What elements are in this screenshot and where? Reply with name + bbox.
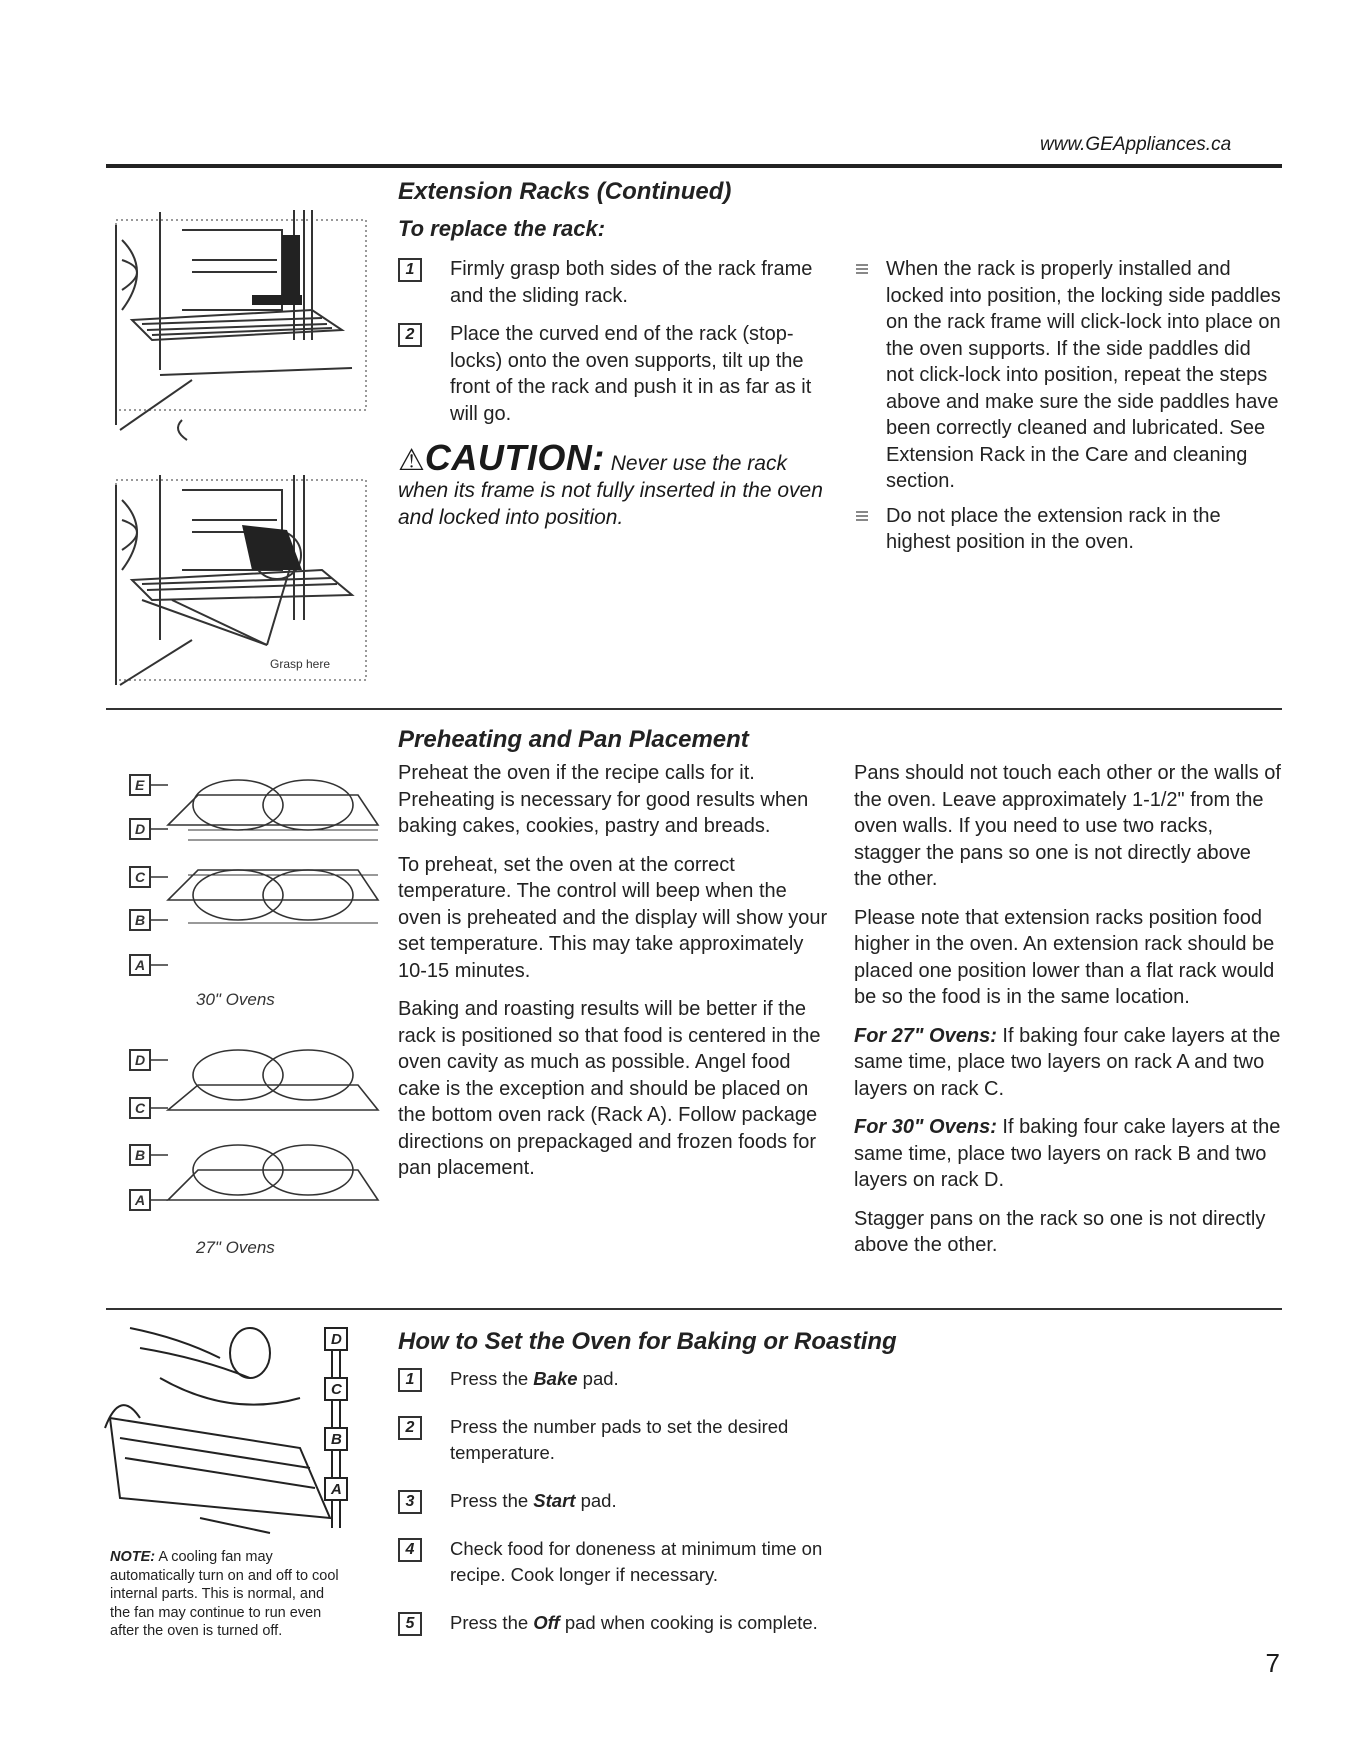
step-2 [398, 321, 818, 427]
section2-col2 [854, 760, 1284, 1271]
rack-label-c: C [135, 1100, 146, 1116]
rack-label-a: A [331, 1481, 342, 1498]
site-url: www.GEAppliances.ca [1040, 134, 1232, 155]
paragraph: Please note that extension racks position food higher in the oven. An extension rack should be placed one position lower than a flat rack would be so the food is in the same location. [854, 906, 1275, 1008]
section-divider [106, 708, 1282, 710]
warning-icon: ⚠ [398, 444, 425, 477]
step-number: 1 [398, 258, 422, 282]
bullet-icon [856, 264, 868, 274]
rack-label-d: D [331, 1331, 342, 1348]
caution-word: CAUTION: [424, 437, 605, 478]
paragraph: Stagger pans on the rack so one is not directly above the other. [854, 1207, 1266, 1256]
step-number: 1 [398, 1368, 422, 1392]
caution-text: Never use the rack when its frame is not fully inserted in the oven and locked into position. [398, 452, 823, 529]
section2-col1 [398, 760, 828, 1194]
section-divider [106, 1308, 1282, 1310]
bullet-item: When the rack is properly installed and locked into position, the locking side paddles on the rack frame will click-lock into place on the oven supports. If the side paddles did not click-lock into position, repeat the steps above and make sure the side paddles have been correctly cleaned and lubricated. See Extension Rack in the Care and cleaning section. [854, 256, 1284, 495]
section1-subtitle: To replace the rack: [398, 216, 606, 241]
note [110, 1548, 340, 1641]
rack-label-c: C [135, 869, 146, 885]
step-2: 2 Press the number pads to set the desired temperature. [398, 1414, 838, 1466]
rack-label-d: D [135, 821, 146, 837]
step-4: 4 Check food for doneness at minimum time on recipe. Cook longer if necessary. [398, 1536, 838, 1588]
paragraph-30-ovens: For 30" Ovens: If baking four cake layers at the same time, place two layers on rack B and two layers on rack D. [854, 1116, 1281, 1191]
note-text: A cooling fan may automatically turn on and off to cool internal parts. This is normal, and the fan may continue to run even after the oven is turned off. [110, 1549, 339, 1639]
oven-interior-illustration [100, 1318, 365, 1548]
step-number: 5 [398, 1612, 422, 1636]
section2-title: Preheating and Pan Placement [398, 726, 749, 753]
step-text: Firmly grasp both sides of the rack frame and the sliding rack. [450, 258, 813, 307]
section3-title: How to Set the Oven for Baking or Roasting [398, 1328, 897, 1355]
step-number: 3 [398, 1490, 422, 1514]
step-number: 2 [398, 323, 422, 347]
rack-positions-27-illustration [128, 1030, 388, 1220]
paragraph: Baking and roasting results will be better if the rack is positioned so that food is centered in the oven cavity as much as possible. Angel food cake is the exception and should be placed on the bottom oven rack (Rack A). Follow package directions on prepackaged and frozen foods for pan placement. [398, 998, 821, 1179]
bullet-item: Do not place the extension rack in the highest position in the oven. [854, 503, 1284, 556]
paragraph: To preheat, set the oven at the correct temperature. The control will beep when the oven is preheated and the display will show your set temperature. This may take approximately 10-15 minutes. [398, 853, 828, 982]
section1-title: Extension Racks (Continued) [398, 178, 732, 205]
grasp-here-label: Grasp here [270, 657, 331, 671]
header-rule [106, 164, 1282, 168]
oven-rack-illustration-1 [112, 200, 392, 440]
rack-label-a: A [135, 1192, 146, 1208]
page-number: 7 [1265, 1648, 1280, 1678]
bullet-icon [856, 511, 868, 521]
step-number: 4 [398, 1538, 422, 1562]
paragraph-27-ovens: For 27" Ovens: If baking four cake layers at the same time, place two layers on rack A and two layers on rack C. [854, 1024, 1281, 1100]
rack-label-a: A [135, 957, 146, 973]
rack-label-e: E [135, 777, 145, 793]
caption-27-ovens: 27" Ovens [196, 1238, 275, 1257]
rack-label-b: B [331, 1431, 342, 1448]
section1-steps [398, 256, 818, 439]
step-1 [398, 256, 818, 309]
section3-steps [398, 1366, 838, 1648]
caption-30-ovens: 30" Ovens [196, 990, 275, 1009]
paragraph: Preheat the oven if the recipe calls for it. Preheating is necessary for good results when baking cakes, cookies, pastry and breads. [398, 762, 809, 837]
section1-bullets [854, 256, 1284, 564]
rack-label-c: C [331, 1381, 342, 1398]
rack-label-b: B [135, 912, 146, 928]
rack-label-d: D [135, 1052, 146, 1068]
step-3: 3 Press the Start pad. [398, 1488, 838, 1514]
caution-block [398, 437, 828, 531]
step-text: Place the curved end of the rack (stop-locks) onto the oven supports, tilt up the front of the rack and push it in as far as it will go. [450, 323, 812, 425]
step-1: 1 Press the Bake pad. [398, 1366, 838, 1392]
step-5: 5 Press the Off pad when cooking is complete. [398, 1610, 838, 1636]
oven-rack-illustration-2 [112, 470, 392, 710]
rack-label-b: B [135, 1147, 146, 1163]
note-label: NOTE: [110, 1549, 156, 1565]
paragraph: Pans should not touch each other or the walls of the oven. Leave approximately 1-1/2" from the oven walls. If you need to use two racks, stagger the pans so one is not directly above the other. [854, 762, 1281, 890]
rack-positions-30-illustration [128, 755, 388, 995]
step-number: 2 [398, 1416, 422, 1440]
